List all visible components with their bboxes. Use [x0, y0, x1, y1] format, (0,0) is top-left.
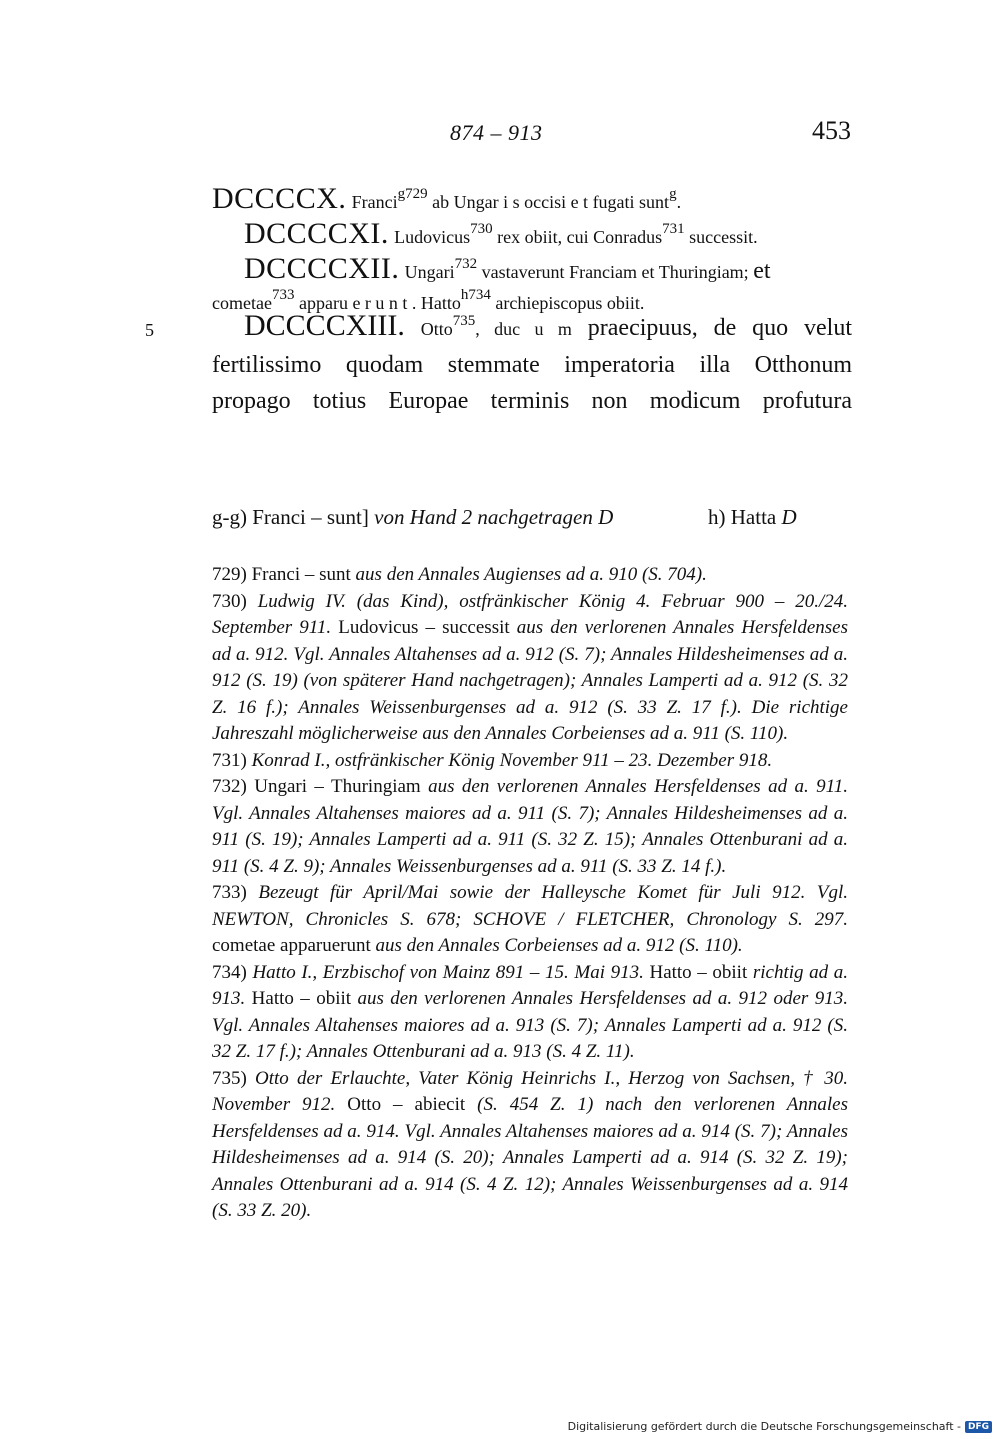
footnote-commentary: aus den Annales Corbeienses ad a. 912 (S. 110). — [375, 935, 743, 956]
annal-entry-911: DCCCCXI. Ludovicus$^{730}$ rex obiit, cui Conradus$^{731}$ successit. — [244, 217, 758, 250]
footnote-731 — [212, 748, 848, 775]
footnote-ref: 731 — [662, 221, 685, 237]
footnote-commentary: Konrad I., ostfränkischer König November 911 – 23. Dezember 918. — [251, 749, 773, 771]
footnote-735 — [212, 1066, 848, 1225]
running-head: 874 – 913 — [450, 120, 543, 145]
text-line: fertilissimo quodam stemmate imperatoria illa Otthonum — [212, 352, 852, 378]
text-line: propago totius Europae terminis non modicum profutura — [212, 388, 852, 414]
footnote-number: 730) — [212, 590, 258, 612]
footnote-commentary: Hatto I., Erzbischof von Mainz 891 – 15. Mai 913. — [252, 961, 650, 983]
apparatus-h-label: h) Hatta — [708, 505, 777, 529]
footnote-ref: g729 — [397, 186, 428, 202]
year-label: DCCCCX. — [212, 182, 347, 215]
footnote-lemma: Franci – sunt — [251, 564, 356, 585]
footnote-734 — [212, 960, 848, 1066]
footnote-commentary: Otto der Erlauchte, Vater König Heinrichs I., Herzog von Sachsen, † 30. November 912. — [212, 1067, 849, 1115]
line-number: 5 — [145, 320, 154, 340]
footnote-lemma: Hatto – obiit — [649, 961, 753, 983]
apparatus-h — [708, 505, 797, 530]
annal-entry-912: DCCCCXII. Ungari$^{732}$ vastaverunt Franciam et Thuringiam; et — [244, 252, 771, 285]
annal-entry-913: DCCCCXIII. Otto$^{735}$, duc u m praecipuus, de quo velut fertilissimo quodam stemmate imperatoria illa Otthonum propago totius Europae terminis non modicum profutura — [212, 308, 852, 419]
footnote-commentary: Ludwig IV. (das Kind), ostfränkischer König 4. Februar 900 – 20./24. September 911. — [212, 590, 849, 638]
footnote-number: 731) — [212, 749, 252, 771]
footnote-733 — [212, 880, 848, 960]
annal-entry-912-continued: cometae$^{733}$ apparu e r u n t . Hatto$^{h734}$ archiepiscopus obiit. — [212, 287, 645, 313]
footnote-ref: 732 — [454, 256, 478, 272]
footnote-lemma: Ludovicus – successit — [338, 617, 517, 638]
footnote-number: 735) — [212, 1067, 255, 1089]
footnote-commentary: Bezeugt für April/Mai sowie der Halleysche Komet für Juli 912. Vgl. NEWTON, Chronicles S. 678; SCHOVE / FLETCHER, Chronology S. 297. — [212, 882, 848, 930]
footnote-lemma: cometae apparuerunt — [212, 935, 376, 956]
footnote-commentary: aus den verlorenen Annales Hersfeldenses ad a. 911. Vgl. Annales Altahenses maiores ad a. 911 (S. 7); Annales Hildesheimenses ad a. 911 (S. 19); Annales Lamperti ad a. 911 (S. 32 Z. 15); Annales Ottenburani ad a. 911 (S. 4 Z. 9); Annales Weissenburgenses ad a. 911 (S. 33 Z. 14 f.). — [212, 776, 849, 877]
year-label: DCCCCXII. — [244, 252, 400, 285]
footnote-commentary: richtig ad a. 913. — [212, 961, 848, 1009]
footnote-commentary: (S. 454 Z. 1) nach den verlorenen Annales Hersfeldenses ad a. 914. Vgl. Annales Altahenses maiores ad a. 914 (S. 7); Annales Hildesheimenses ad a. 914 (S. 20); Annales Lamperti ad a. 914 (S. 32 Z. 19); Annales Ottenburani ad a. 914 (S. 4 Z. 12); Annales Weissenburgenses ad a. 914 (S. 33 Z. 20). — [212, 1094, 848, 1221]
footnote-ref: 733 — [271, 287, 295, 303]
footnote-lemma: Ungari – Thuringiam — [254, 776, 429, 797]
annal-entry-910: DCCCCX. Franci$^{g729}$ ab Ungar i s occisi e t fugati sunt$^g$. — [212, 182, 682, 215]
footnote-732 — [212, 774, 848, 880]
footnote-ref: 730 — [470, 221, 493, 237]
year-label: DCCCCXI. — [244, 217, 389, 250]
footnote-ref: h734 — [460, 287, 491, 303]
footnote-number: 734) — [212, 961, 253, 983]
apparatus-h-note: D — [781, 505, 797, 529]
funding-text: Digitalisierung gefördert durch die Deutsche Forschungsgemeinschaft - — [567, 1420, 961, 1433]
critical-apparatus — [212, 505, 852, 530]
footnote-729 — [212, 562, 848, 589]
footnote-lemma: Otto – abiecit — [347, 1094, 478, 1115]
footnote-commentary: aus den Annales Augienses ad a. 910 (S. 704). — [355, 564, 707, 585]
footnote-number: 733) — [212, 882, 259, 903]
year-label: DCCCCXIII. — [244, 309, 405, 342]
footnote-730 — [212, 589, 848, 748]
page-number: 453 — [812, 116, 851, 145]
footnote-ref: 735 — [452, 313, 476, 329]
funding-note — [568, 1420, 992, 1433]
footnote-ref: g — [669, 186, 677, 202]
apparatus-g-note: von Hand 2 nachgetragen D — [374, 505, 614, 529]
footnote-number: 729) — [212, 564, 252, 585]
dfg-logo: DFG — [965, 1421, 992, 1433]
footnote-number: 732) — [212, 776, 255, 797]
footnote-lemma: Hatto – obiit — [251, 988, 358, 1009]
apparatus-g-label: g-g) Franci – sunt] — [212, 505, 369, 529]
footnote-commentary: aus den verlorenen Annales Hersfeldenses ad a. 912 oder 913. Vgl. Annales Altahenses maiores ad a. 913 (S. 7); Annales Lamperti ad a. 912 (S. 32 Z. 17 f.); Annales Ottenburani ad a. 913 (S. 4 Z. 11). — [212, 988, 848, 1062]
footnotes — [212, 562, 848, 1225]
footnote-commentary: aus den verlorenen Annales Hersfeldenses ad a. 912. Vgl. Annales Altahenses ad a. 912 (S. 7); Annales Hildesheimenses ad a. 912 (S. 19) (von späterer Hand nachgetragen); Annales Lamperti ad a. 912 (S. 32 Z. 16 f.); Annales Weissenburgenses ad a. 912 (S. 33 Z. 17 f.). Die richtige Jahreszahl möglicherweise aus den Annales Corbeienses ad a. 911 (S. 110). — [212, 617, 848, 744]
